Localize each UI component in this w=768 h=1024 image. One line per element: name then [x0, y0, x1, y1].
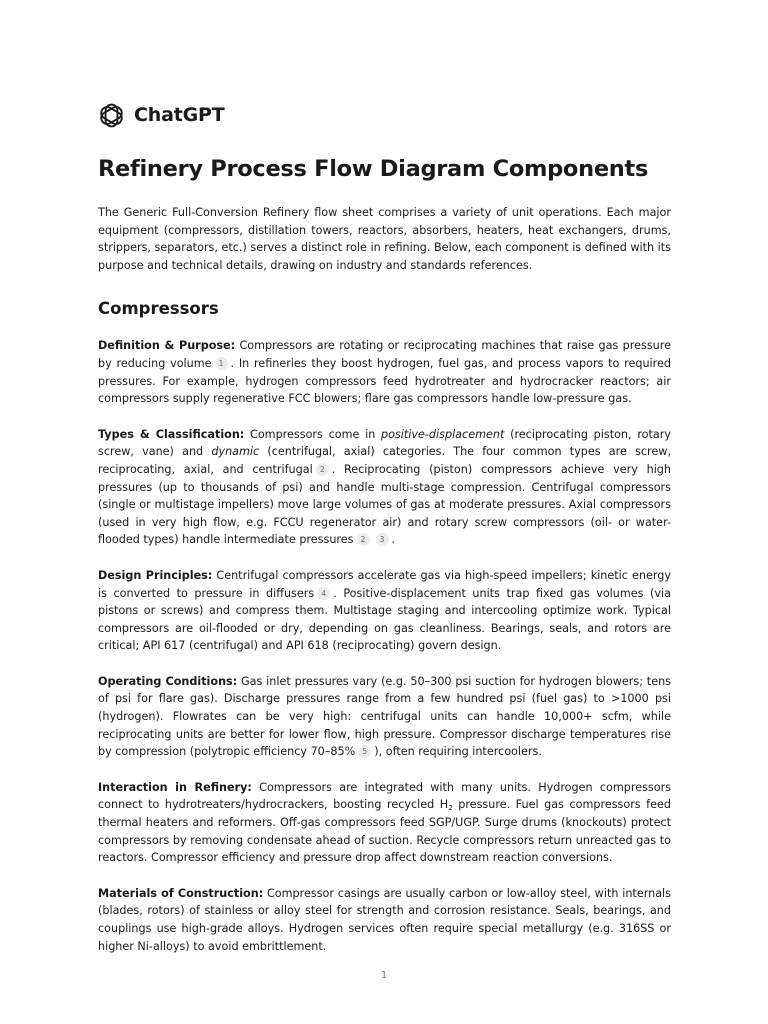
document-page: [98, 100, 671, 955]
brand-header: [98, 100, 671, 130]
definition-text: . In refineries they boost hydrogen, fuel gas, and process vapors to required pressures. For example, hydrogen compressors feed hydrotreater and hydrocracker reactors; air compressors supply regenerative FCC blowers; flare gas compressors handle low-pressure gas.: [98, 356, 671, 406]
operating-text: ), often requiring intercoolers.: [374, 745, 542, 759]
intro-paragraph: The Generic Full-Conversion Refinery flow sheet comprises a variety of unit operations. Each major equipment (compressors, distillation towers, reactors, absorbers, heaters, heat exchangers, drums, strippers, separators, etc.) serves a distinct role in refining. Below, each component is defined with its purpose and technical details, drawing on industry and standards references.: [98, 206, 671, 272]
operating-text: Gas inlet pressures vary (e.g. 50–300 psi suction for hydrogen blowers; tens of psi for flare gas). Discharge pressures range from a few hundred psi (fuel gas) to >1000 psi (hydrogen). Flowrates can be very high: centrifugal units can handle 10,000+ scfm, while reciprocating units are better for lower flow, high pressure. Compressor discharge temperatures rise by compression (polytropic efficiency 70–85%: [98, 674, 671, 759]
subscript-2: 2: [448, 804, 453, 813]
section-heading-compressors: Compressors: [98, 299, 219, 319]
types-text: Compressors come in: [244, 427, 382, 441]
definition-label: Definition & Purpose:: [98, 339, 236, 353]
materials-text: Compressor casings are usually carbon or low-alloy steel, with internals (blades, rotors) of stainless or alloy steel for strength and corrosion resistance. Seals, bearings, and couplings use high-grade alloys. Hydrogen services often require special metallurgy (e.g. 316SS or higher Ni-alloys) to avoid embrittlement.: [98, 886, 671, 953]
document-title: Refinery Process Flow Diagram Components: [98, 156, 649, 182]
types-text: .: [391, 533, 396, 547]
materials-paragraph: [98, 885, 671, 955]
design-text: . Positive-displacement units trap fixed gas volumes (via pistons or screws) and compress them. Multistage staging and intercooling optimize work. Typical compressors are oil-flooded or dry, depending on gas cleanliness. Bearings, seals, and rotors are critical; API 617 (centrifugal) and API 618 (reciprocating) govern design.: [98, 586, 671, 653]
types-text: (centrifugal, axial) categories. The four common types are screw, reciprocating, axial, and centrifugal: [98, 445, 672, 476]
types-italic-term: dynamic: [211, 445, 260, 459]
citation-badge[interactable]: 1: [215, 357, 228, 370]
citation-badge[interactable]: 3: [376, 533, 389, 546]
page-number: 1: [380, 970, 388, 981]
operating-label: Operating Conditions:: [98, 674, 238, 688]
design-text: Centrifugal compressors accelerate gas via high-speed impellers; kinetic energy is converted to pressure in diffusers: [98, 568, 671, 600]
types-text: . Reciprocating (piston) compressors achieve very high pressures (up to thousands of psi) and handle multi-stage compression. Centrifugal compressors (single or multistage impellers) move large volumes of gas at moderate pressures. Axial compressors (used in very high flow, e.g. FCCU regenerator air) and rotary screw compressors (oil- or water-flooded types) handle intermediate pressures: [98, 462, 671, 547]
openai-logo-icon: [98, 102, 125, 129]
citation-badge[interactable]: 4: [317, 587, 330, 600]
citation-badge[interactable]: 5: [358, 745, 371, 758]
citation-badge[interactable]: 2: [316, 463, 329, 476]
interaction-paragraph: [98, 779, 671, 867]
types-label: Types & Classification:: [98, 427, 245, 441]
citation-badge[interactable]: 2: [357, 533, 370, 546]
materials-label: Materials of Construction:: [98, 886, 264, 900]
design-paragraph: [98, 567, 671, 655]
interaction-text: pressure. Fuel gas compressors feed thermal heaters and reformers. Off-gas compressors feed SGP/UGP. Surge drums (knockouts) protect compressors by removing condensate ahead of suction. Recycle compressors return unreacted gas to reactors. Compressor efficiency and pressure drop affect downstream reaction conversions.: [98, 798, 671, 865]
types-paragraph: [98, 426, 671, 549]
operating-paragraph: [98, 673, 671, 761]
design-label: Design Principles:: [98, 568, 213, 582]
interaction-text: Compressors are integrated with many units. Hydrogen compressors connect to hydrotreaters/hydrocrackers, boosting recycled H: [98, 780, 672, 812]
types-text: (reciprocating piston, rotary screw, vane) and: [98, 427, 671, 459]
brand-name: ChatGPT: [134, 104, 225, 126]
definition-text: Compressors are rotating or reciprocating machines that raise gas pressure by reducing volume: [98, 339, 671, 370]
interaction-label: Interaction in Refinery:: [98, 780, 252, 794]
types-italic-term: positive-displacement: [381, 427, 505, 441]
definition-paragraph: [98, 337, 671, 407]
